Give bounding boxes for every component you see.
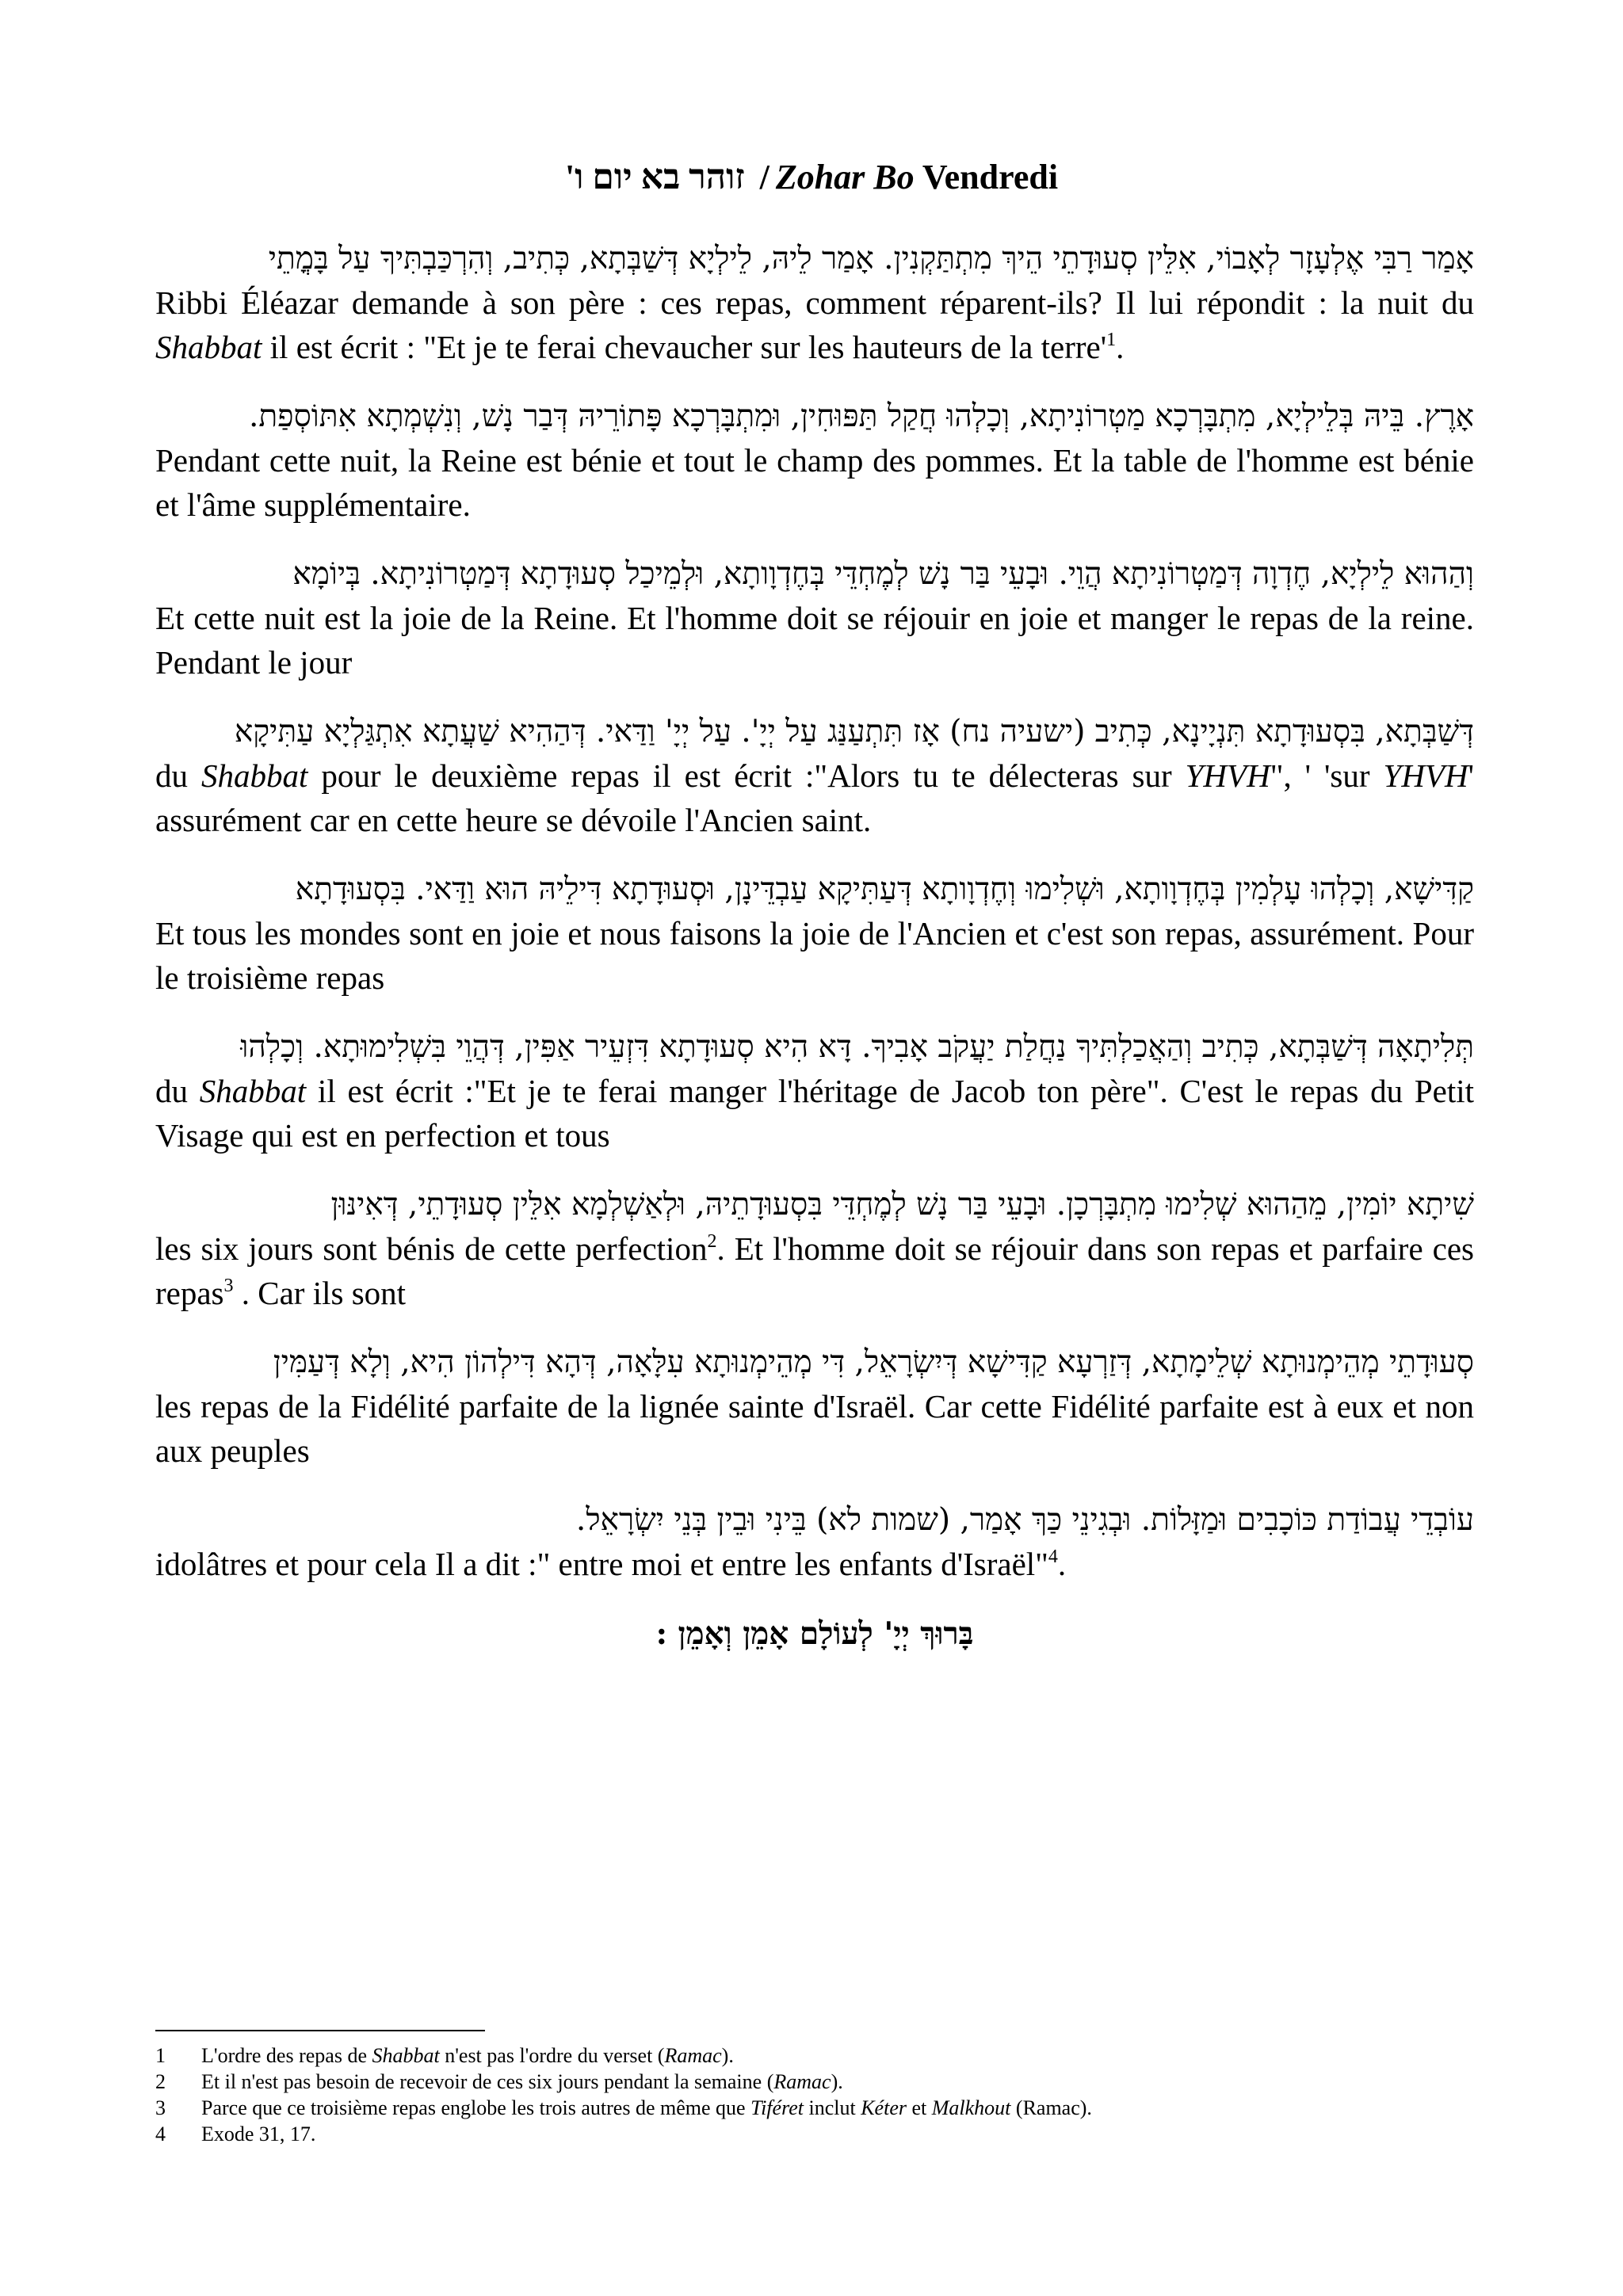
footnote-ref: 3	[223, 1276, 234, 1296]
text-run: n'est pas l'ordre du verset (	[439, 2044, 665, 2067]
text-run: Et tous les mondes sont en joie et nous faisons la joie de l'Ancien et c'est son repas, assurément. Pour le troisième repas	[155, 915, 1474, 996]
italic-term: Shabbat	[372, 2044, 440, 2067]
italic-term: Malkhout	[931, 2096, 1011, 2119]
hebrew-text: אָמַר רַבִּי אֶלְעָזָר לְאָבוֹי, אִלֵּין סְעוּדָתֵי הֵיךְ מִתְתַּקְנִין. אָמַר לֵיהּ, לֵילְיָא דְּשַׁבְּתָא, כְּתִיב, וְהִרְכַּבְתִּיךָ עַל בָּמֳתֵי	[268, 241, 1474, 277]
text-run: ).	[831, 2070, 843, 2093]
passage-block	[155, 395, 1474, 527]
hebrew-text: אָרֶץ. בֵּיהּ בְּלֵילְיָא, מִתְבָּרְכָא מַטְרוֹנִיתָא, וְכָלְהוּ חֲקַל תַּפּוּחִין, וּמִתְבָּרְכָא פָּתוֹרֵיהּ דְּבַר נָשׁ, וְנִשְׁמְתָא אִתּוֹסְפַת.	[248, 399, 1474, 434]
text-run: ' assurément car en cette heure se dévoile l'Ancien saint.	[155, 757, 1474, 838]
footnote	[155, 2042, 1474, 2069]
footnote-number: 2	[155, 2070, 166, 2093]
footnotes	[155, 2042, 1474, 2147]
closing-blessing: בָּרוּךְ יְיָ' לְעוֹלָם אָמֵן וְאָמֵן :	[655, 1615, 974, 1652]
passage-block	[155, 1184, 1474, 1315]
italic-term: Shabbat	[155, 329, 262, 365]
text-run: il est écrit : "Et je te ferai chevaucher sur les hauteurs de la terre'	[262, 329, 1107, 365]
passage-block	[155, 553, 1474, 685]
text-run: .	[1057, 1546, 1067, 1582]
passage-block	[155, 868, 1474, 1000]
text-run: .	[1116, 329, 1125, 365]
title-hebrew: זוהר בא יום ו'	[564, 158, 745, 196]
footnote	[155, 2121, 1474, 2147]
french-translation	[155, 1226, 1474, 1315]
italic-term: Ramac	[664, 2044, 722, 2067]
passage-block	[155, 1341, 1474, 1473]
french-translation	[155, 280, 1474, 369]
hebrew-text: וְהַהוּא לֵילְיָא, חֶדְוָה דְּמַטְרוֹנִיתָא הֲוֵי. וּבָעֵי בַּר נָשׁ לְמֶחְדֵּי בְּחֶדְוָותָא, וּלְמֵיכַל סְעוּדָתָא דְּמַטְרוֹנִיתָא. בְּיוֹמָא	[292, 556, 1474, 592]
hebrew-text: עוֹבְדֵי עֲבוֹדַת כּוֹכָבִים וּמַזָּלוֹת. וּבְגִינֵי כַּךְ אָמַר, (שמות לא) בֵּינִי וּבֵין בְּנֵי יִשְׂרָאֵל.	[575, 1502, 1474, 1538]
text-run: . Et l'homme doit se réjouir dans son repas et parfaire ces repas	[155, 1230, 1474, 1311]
title-separator: /	[759, 158, 769, 196]
french-translation	[155, 753, 1474, 842]
footnote-ref: 2	[707, 1231, 717, 1252]
text-run: les repas de la Fidélité parfaite de la lignée sainte d'Israël. Car cette Fidélité parfaite est à eux et non aux peuples	[155, 1388, 1474, 1469]
hebrew-text: תְּלִיתָאָה דְּשַׁבְּתָא, כְּתִיב וְהַאֲכַלְתִּיךָ נַחֲלַת יַעֲקֹב אָבִיךָ. דָּא הִיא סְעוּדָתָא דִּזְעֵיר אַפִּין, דְּהֲוֵי בִּשְׁלִימוּתָא. וְכָלְהוּ	[240, 1029, 1474, 1065]
italic-term: Ramac	[773, 2070, 831, 2093]
footnote	[155, 2069, 1474, 2095]
italic-term: Shabbat	[200, 757, 308, 794]
text-run: les six jours sont bénis de cette perfection	[155, 1230, 708, 1267]
text-run: (Ramac).	[1010, 2096, 1092, 2119]
footnote-ref: 4	[1048, 1547, 1058, 1567]
footnote-text	[201, 2042, 734, 2069]
footnote-text	[201, 2121, 315, 2147]
french-translation	[155, 438, 1474, 527]
text-run: du	[155, 757, 201, 794]
passage-block	[155, 1026, 1474, 1158]
text-run: Et cette nuit est la joie de la Reine. Et l'homme doit se réjouir en joie et manger le repas de la reine. Pendant le jour	[155, 600, 1474, 681]
passage-block	[155, 1499, 1474, 1586]
text-run: L'ordre des repas de	[201, 2044, 372, 2067]
page-title	[0, 155, 1623, 200]
french-translation	[155, 596, 1474, 685]
french-translation	[155, 1069, 1474, 1158]
hebrew-text: קַדִּישָׁא, וְכָלְהוּ עָלְמִין בְּחֶדְוָותָא, וּשְׁלִימוּ וְחֶדְוָותָא דְּעַתִּיקָא עַבְדֵּינָן, וּסְעוּדָתָא דִּילֵיהּ הוּא וַדַּאי. בִּסְעוּדָתָא	[295, 871, 1474, 907]
text-run: du	[155, 1073, 200, 1109]
footnote-text	[201, 2069, 843, 2095]
footnote-ref: 1	[1106, 330, 1117, 350]
italic-term: YHVH	[1185, 757, 1270, 794]
footnote-number: 1	[155, 2044, 166, 2067]
passage-block	[155, 711, 1474, 842]
footnote-text	[201, 2095, 1092, 2121]
hebrew-text: דְּשַׁבְּתָא, בִּסְעוּדָתָא תִּנְיָינָא, כְּתִיב (ישעיה נח) אָז תִּתְעַנַּג עַל יְיָ'. עַל יְיָ' וַדַּאי. דְּהַהִיא שַׁעֲתָא אִתְגַּלְיָא עַתִּיקָא	[234, 714, 1474, 749]
text-run: et	[906, 2096, 932, 2119]
italic-term: Shabbat	[199, 1073, 307, 1109]
italic-term: Kéter	[861, 2096, 907, 2119]
text-run: pour le deuxième repas il est écrit :"Alors tu te délecteras sur	[307, 757, 1186, 794]
title-day: Vendredi	[922, 158, 1059, 196]
text-run: Exode 31, 17.	[201, 2122, 316, 2145]
footnote-divider	[155, 2030, 485, 2031]
text-run: Et il n'est pas besoin de recevoir de ces six jours pendant la semaine (	[201, 2070, 774, 2093]
french-translation	[155, 911, 1474, 1000]
footnote	[155, 2095, 1474, 2121]
text-blocks	[155, 238, 1474, 1655]
text-run: Ribbi Éléazar demande à son père : ces repas, comment réparent-ils? Il lui répondit : la nuit du	[155, 284, 1474, 321]
text-run: inclut	[804, 2096, 861, 2119]
text-run: Parce que ce troisième repas englobe les trois autres de même que	[201, 2096, 751, 2119]
french-translation	[155, 1542, 1474, 1586]
text-run: ).	[721, 2044, 734, 2067]
text-run: ", ' 'sur	[1270, 757, 1384, 794]
hebrew-text: סְעוּדָתֵי מְהֵימְנוּתָא שְׁלֵימָתָא, דְּזַרְעָא קַדִּישָׁא דְּיִשְׂרָאֵל, דִּי מְהֵימְנוּתָא עִלָּאָה, דְּהָא דִּילְהוֹן הִיא, וְלָא דְּעַמִּין	[273, 1344, 1474, 1380]
text-run: Pendant cette nuit, la Reine est bénie et tout le champ des pommes. Et la table de l'homme est bénie et l'âme supplémentaire.	[155, 442, 1474, 523]
italic-term: YHVH	[1383, 757, 1468, 794]
footnote-number: 3	[155, 2096, 166, 2119]
italic-term: Tiféret	[750, 2096, 804, 2119]
footnote-number: 4	[155, 2122, 166, 2145]
french-translation	[155, 1384, 1474, 1473]
text-run: il est écrit :"Et je te ferai manger l'héritage de Jacob ton père". C'est le repas du Petit Visage qui est en perfection et tous	[155, 1073, 1475, 1154]
passage-block	[155, 238, 1474, 369]
title-italic: Zohar Bo	[775, 158, 915, 196]
hebrew-text: שִׁיתָא יוֹמִין, מֵהַהוּא שְׁלִימוּ מִתְבָּרְכָן. וּבָעֵי בַּר נָשׁ לְמֶחְדֵּי בִּסְעוּדָתֵיהּ, וּלְאַשְׁלְמָא אִלֵּין סְעוּדָתֵי, דְּאִינּוּן	[330, 1187, 1474, 1222]
text-run: . Car ils sont	[233, 1275, 407, 1311]
text-run: idolâtres et pour cela Il a dit :" entre moi et entre les enfants d'Israël"	[155, 1546, 1048, 1582]
